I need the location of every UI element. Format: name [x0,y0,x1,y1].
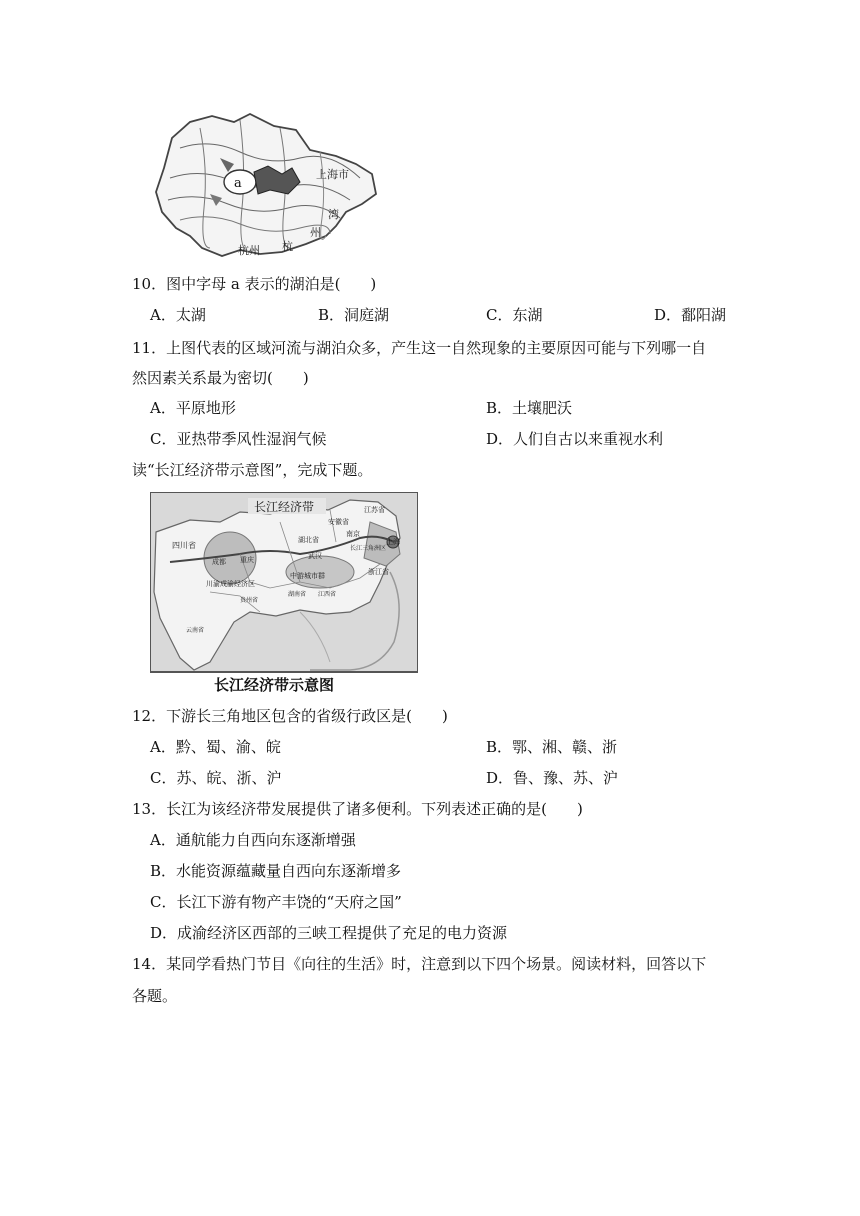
q13-option-b[interactable]: B．水能资源蕴藏量自西向东逐渐增多 [150,862,402,880]
q10-option-a[interactable]: A．太湖 [150,306,206,324]
q12-stem: 12．下游长三角地区包含的省级行政区是( ) [132,707,448,725]
label-shanghai: 上海市 [316,168,349,181]
q10-option-d[interactable]: D．鄱阳湖 [654,306,727,324]
q11-option-c[interactable]: C．亚热带季风性湿润气候 [150,430,327,448]
label-wan: 湾 [328,208,339,221]
label-nanjing: 南京 [346,530,360,538]
label-zhou: 州 [310,226,321,239]
label-yunnan: 云南省 [186,627,205,634]
q12-option-d[interactable]: D．鲁、豫、苏、沪 [486,769,619,787]
q14-stem-line1: 14．某同学看热门节目《向往的生活》时，注意到以下四个场景。阅读材料，回答以下 [132,955,707,973]
label-anhui: 安徽省 [328,518,349,526]
q10-option-b[interactable]: B．洞庭湖 [318,306,390,324]
map2-caption: 长江经济带示意图 [214,676,335,694]
label-chongqing: 重庆 [240,556,254,564]
q12-option-b[interactable]: B．鄂、湘、赣、浙 [486,738,618,756]
label-chengdu: 成都 [212,558,226,566]
q13-stem: 13．长江为该经济带发展提供了诸多便利。下列表述正确的是( ) [132,800,583,818]
q13-option-a[interactable]: A．通航能力自西向东逐渐增强 [150,831,356,849]
q13-option-d[interactable]: D．成渝经济区西部的三峡工程提供了充足的电力资源 [150,924,508,942]
label-shanghai2: 上海 [386,538,400,546]
map2-intro: 读“长江经济带示意图”，完成下题。 [132,461,373,479]
label-hangzhou: 杭州 [238,244,260,257]
label-jiangxi: 江西省 [318,591,337,598]
taihu-region-map [150,108,382,260]
label-hubei: 湖北省 [298,536,319,544]
q11-option-a[interactable]: A．平原地形 [150,399,236,417]
q10-stem: 10．图中字母 a 表示的湖泊是( ) [132,275,377,293]
q11-stem-line1: 11．上图代表的区域河流与湖泊众多，产生这一自然现象的主要原因可能与下列哪一自 [132,339,707,357]
label-jiangsu: 江苏省 [364,506,385,514]
q12-option-c[interactable]: C．苏、皖、浙、沪 [150,769,282,787]
label-guizhou: 贵州省 [240,597,259,604]
map2-top-title: 长江经济带 [254,500,315,514]
q12-option-a[interactable]: A．黔、蜀、渝、皖 [150,738,281,756]
yangtze-economic-belt-map [150,492,418,696]
q13-option-c[interactable]: C．长江下游有物产丰饶的“天府之国” [150,893,402,911]
label-hang: 杭 [282,240,293,253]
q11-option-b[interactable]: B．土壤肥沃 [486,399,573,417]
label-sichuan: 四川省 [172,541,196,550]
q11-stem-line2: 然因素关系最为密切( ) [132,369,309,387]
label-middle-reaches: 中游城市群 [290,572,325,580]
q10-option-c[interactable]: C．东湖 [486,306,543,324]
label-yangtze-delta: 长江三角洲区 [350,545,387,552]
label-chengyu: 川渝成渝经济区 [206,580,255,588]
q11-option-d[interactable]: D．人们自古以来重视水利 [486,430,664,448]
q14-stem-line2: 各题。 [132,987,178,1005]
label-zhejiang: 浙江省 [368,568,389,576]
label-a: a [234,176,242,191]
label-hunan: 湖南省 [288,591,307,598]
label-wuhan: 武汉 [308,552,322,560]
